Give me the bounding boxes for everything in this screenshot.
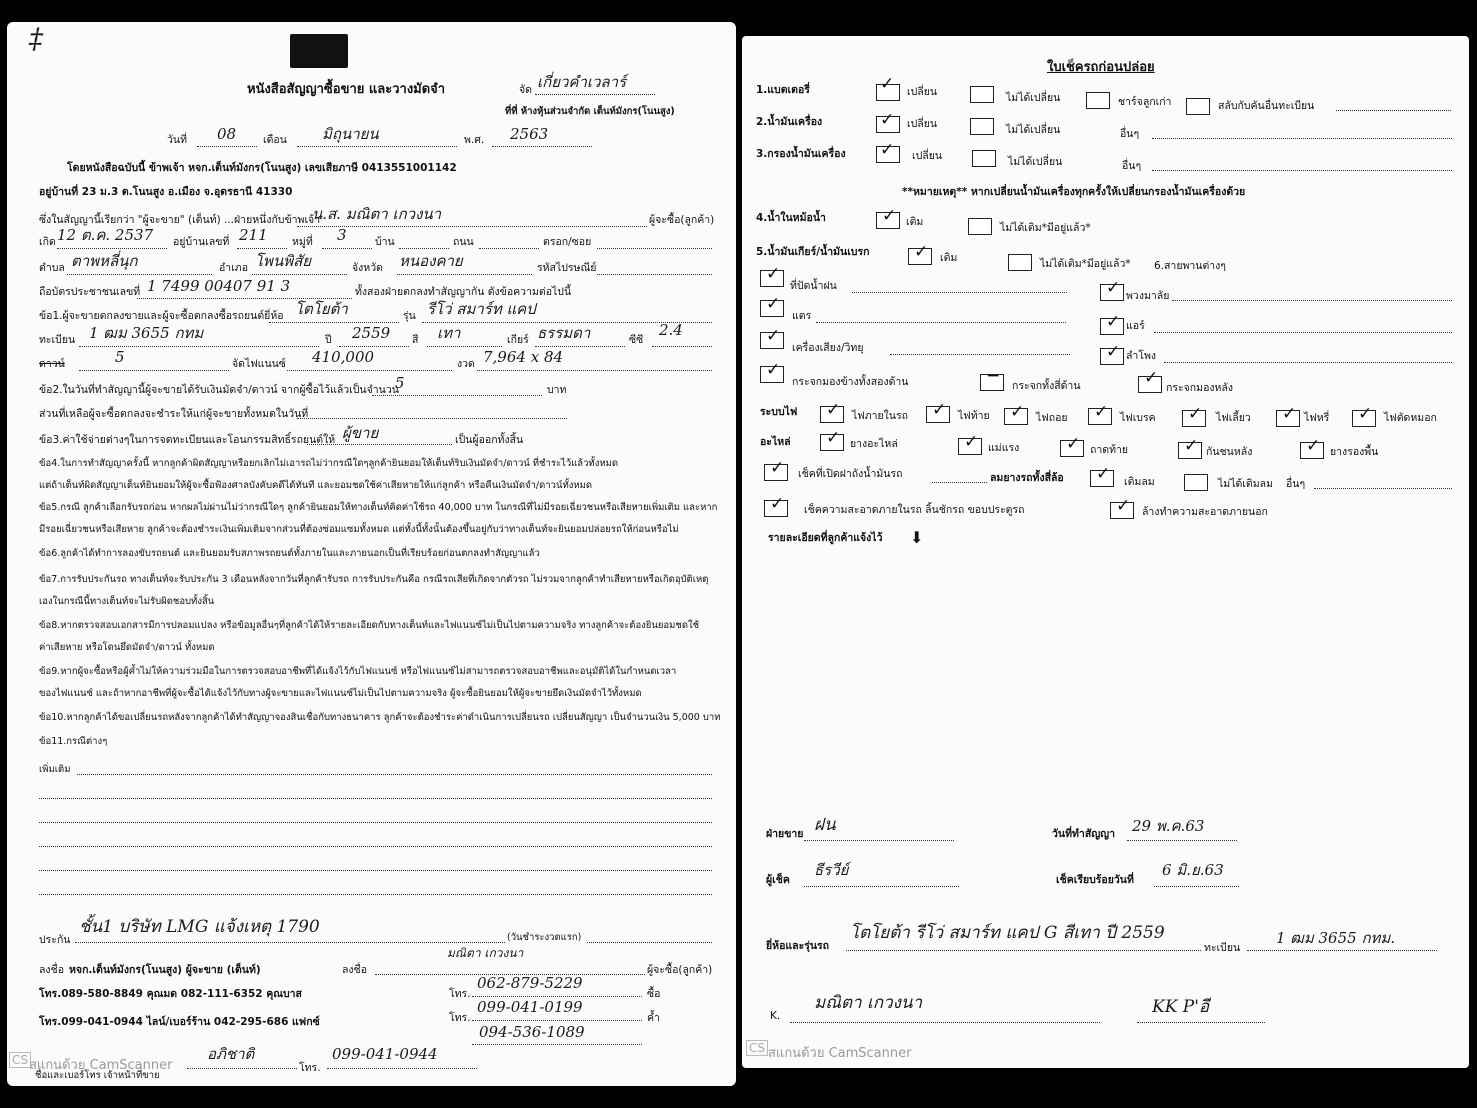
- month-label: เดือน: [263, 134, 287, 146]
- battery-change-label: เปลี่ยน: [907, 86, 938, 98]
- check-icon: ✓: [964, 432, 979, 452]
- day-value: 08: [217, 125, 237, 143]
- oil-other-label: อื่นๆ: [1120, 128, 1140, 140]
- check-icon: ✓: [1144, 368, 1159, 388]
- tire-nofill-box[interactable]: [1184, 474, 1208, 491]
- car-reg-label: ทะเบียน: [1204, 942, 1241, 954]
- year-label: พ.ศ.: [464, 134, 485, 146]
- tambon-label: ตำบล: [39, 262, 65, 274]
- camscanner-watermark: สแกนด้วย CamScanner: [768, 1046, 912, 1061]
- insurance-value: ชั้น1 บริษัท LMG แจ้งเหตุ 1790: [79, 917, 320, 937]
- check-icon: ✓: [766, 294, 781, 314]
- check-icon: ✓: [770, 458, 785, 478]
- check-icon: ✓: [1184, 436, 1199, 456]
- staff-phone: 099-041-0944: [332, 1045, 438, 1063]
- radiator-nofill-label: ไม่ได้เติม*มีอยู่แล้ว*: [1000, 222, 1091, 234]
- idcard-value: 1 7499 00407 91 3: [147, 277, 291, 295]
- year2-label: ปี: [325, 334, 332, 346]
- fuel-cap-label: เช็คที่เปิดฝาถังน้ำมันรถ: [798, 468, 903, 480]
- brake-light-label: ไฟเบรค: [1120, 412, 1156, 424]
- jack-label: แม่แรง: [988, 442, 1020, 454]
- guarantor-phone: 099-041-0199: [477, 998, 583, 1016]
- clerk-name: เกี่ยวคำเวลาร์: [537, 73, 627, 91]
- check-icon: ✓: [766, 360, 781, 380]
- filter-nochange-label: ไม่ได้เปลี่ยน: [1008, 156, 1063, 168]
- check-icon: ✓: [1116, 496, 1131, 516]
- radiator-nofill-box[interactable]: [968, 218, 992, 235]
- idcard-label: ถือบัตรประชาชนเลขที่: [39, 286, 141, 298]
- battery-swap-box[interactable]: [1186, 98, 1210, 115]
- contract-date-value: 29 พ.ค.63: [1132, 817, 1205, 835]
- buyer-phone: 062-879-5229: [477, 974, 583, 992]
- reg-label: ทะเบียน: [39, 334, 76, 346]
- engine-oil-label: 2.น้ำมันเครื่อง: [756, 116, 823, 128]
- province-value: หนองคาย: [399, 252, 463, 270]
- mudguard-label: กันชนหลัง: [1206, 446, 1253, 458]
- interior-light-label: ไฟภายในรถ: [852, 410, 908, 422]
- check-icon: ✓: [880, 110, 895, 130]
- check-icon: ✓: [1094, 402, 1109, 422]
- speaker-label: ลำโพง: [1126, 350, 1157, 362]
- tel-line-2: โทร.099-041-0944 ไลน์/เบอร์ร้าน 042-295-686 แฟกซ์: [39, 1016, 320, 1028]
- transfer-payer: ผู้ขาย: [342, 424, 379, 442]
- filter-change-label: เปลี่ยน: [912, 150, 943, 162]
- gear-value: ธรรมดา: [537, 324, 591, 342]
- oil-filter-label: 3.กรองน้ำมันเครื่อง: [756, 148, 846, 160]
- lights-label: ระบบไฟ: [760, 406, 798, 418]
- amphoe-value: โพนพิสัย: [255, 252, 312, 270]
- moo-label: หมู่ที่: [292, 236, 313, 248]
- checklist-title: ใบเช็ครถก่อนปล่อย: [1047, 60, 1155, 75]
- tire-nofill-label: ไม่ได้เติมลม: [1218, 478, 1273, 490]
- check-icon: ✓: [1066, 434, 1081, 454]
- checker-name: ธีรวีย์: [814, 861, 849, 879]
- clause-5b: มีรอยเฉี่ยวชนหรือเสียหาย ลูกค้าจะต้องชำระเงินเพิ่มเติมจากส่วนที่ต้องซ่อมแซมทั้งหมด แต่ทั้งนี้ทั้งนั้นต้องขึ้นอยู่กับว่าทางเต็นท์จะยินยอมปล่อยรถให้ก่อนหรือไม่: [39, 524, 679, 535]
- gear-oil-nofill-box[interactable]: [1008, 254, 1032, 271]
- clause-2b: ส่วนที่เหลือผู้จะซื้อตกลงจะชำระให้แก่ผู้จะขายทั้งหมดในวันที่: [39, 408, 309, 420]
- gear-brake-oil-label: 5.น้ำมันเกียร์/น้ำมันเบรก: [756, 246, 870, 258]
- tambon-value: ตาพหลี่นุก: [71, 252, 138, 270]
- corner-mark: ‡: [29, 22, 43, 55]
- check-icon: ✓: [766, 326, 781, 346]
- k-label: K.: [770, 1010, 781, 1022]
- down-value: 5: [115, 348, 125, 366]
- check-icon: ✓: [880, 140, 895, 160]
- province-label: จังหวัด: [352, 262, 383, 274]
- wiper-label: ที่ปัดน้ำฝน: [790, 280, 837, 292]
- road-label: ถนน: [453, 236, 474, 248]
- check-icon: ✓: [1106, 342, 1121, 362]
- signal-light-label: ไฟเลี้ยว: [1216, 412, 1251, 424]
- check-icon: ✓: [1096, 464, 1111, 484]
- contract-title: หนังสือสัญญาซื้อขาย และวางมัดจำ: [247, 82, 446, 97]
- camscanner-watermark: สแกนด้วย CamScanner: [29, 1058, 173, 1073]
- hazard-light-label: ไฟถอย: [1036, 412, 1068, 424]
- moo-value: 3: [337, 226, 347, 244]
- amphoe-label: อำเภอ: [219, 262, 249, 274]
- tail-light-label: ไฟท้าย: [958, 410, 990, 422]
- check-icon: ✓: [914, 242, 929, 262]
- finance-label: จัดไฟแนนซ์: [232, 358, 286, 370]
- shop-line: ที่ที่ ห้างหุ้นส่วนจำกัด เต็นท์มังกร(โนนสูง): [505, 106, 675, 117]
- installment-value: 7,964 x 84: [483, 348, 564, 366]
- trunk-tray-label: ถาดท้าย: [1090, 444, 1129, 456]
- check-icon: ✓: [1010, 402, 1025, 422]
- reg-value: 1 ฒม 3655 กทม: [89, 324, 204, 342]
- gear-oil-nofill-label: ไม่ได้เติม*มีอยู่แล้ว*: [1040, 258, 1131, 270]
- horn-label: แตร: [792, 310, 812, 322]
- clause-1: ข้อ1.ผู้จะขายตกลงขายและผู้จะซื้อตกลงซื้อรถยนต์ยี่ห้อ: [39, 310, 284, 322]
- oil-change-label: เปลี่ยน: [907, 118, 938, 130]
- k-name: มณิตา เกวงนา: [814, 993, 923, 1013]
- gear-label: เกียร์: [507, 334, 529, 346]
- check-icon: ✓: [1282, 404, 1297, 424]
- house-value: 211: [239, 226, 268, 244]
- clause-10: ข้อ10.หากลูกค้าได้ขอเปลี่ยนรถหลังจากลูกค้าได้ทำสัญญาจองสินเชื่อกับทางธนาคาร ลูกค้าจะต้องชำระค่าดำเนินการเปลี่ยนรถ เปลี่ยนสัญญา เป็นจำนวนเงิน 5,000 บาท: [39, 712, 721, 723]
- salesperson-label: ฝ่ายขาย: [766, 828, 804, 840]
- tel-label-b: โทร.: [449, 1012, 471, 1024]
- oil-nochange-box[interactable]: [970, 118, 994, 135]
- check-icon: ✓: [932, 400, 947, 420]
- brand-value: โตโยต้า: [295, 300, 348, 318]
- battery-charge-label: ชาร์จลูกเก่า: [1118, 96, 1172, 108]
- camscanner-logo: CS: [746, 1040, 768, 1056]
- guarantor-role: ค้ำ: [647, 1012, 660, 1024]
- car-reg-value: 1 ฒม 3655 กทม.: [1276, 929, 1396, 947]
- side-mirror-label: กระจกมองข้างทั้งสองด้าน: [792, 376, 909, 388]
- clause-9a: ข้อ9.หากผู้จะซื้อหรือผู้ค้ำไม่ให้ความร่วมมือในการตรวจสอบอาชีพที่ได้แจ้งไว้กับไฟแนนซ์ หรือไฟแนนซ์ไม่สามารถตรวจสอบอาชีพและอนุมัติได้ในกำหนดเวลา: [39, 666, 677, 677]
- check-icon: ✓: [770, 494, 785, 514]
- windows-label: กระจกทั้งสี่ด้าน: [1012, 380, 1081, 392]
- contract-date-label: วันที่ทำสัญญา: [1052, 828, 1116, 840]
- dash-icon: −: [986, 366, 1001, 386]
- clause-4a: ข้อ4.ในการทำสัญญาครั้งนี้ หากลูกค้าผิดสัญญาหรือยกเลิกไม่เอารถไม่ว่ากรณีใดๆลูกค้ายินยอมให้เต็นท์ริบเงินมัดจำ/ดาวน์ ที่ชำระไว้แล้วทั้งหมด: [39, 458, 619, 469]
- clause-9b: ของไฟแนนซ์ และถ้าหากอาชีพที่ผู้จะซื้อได้แจ้งไว้กับทางผู้จะขายและไฟแนนซ์ไม่เป็นไปตามความจริง ผู้จะซื้อยินยอมให้ผู้จะขายยึดเงินมัดจำไว้ทั้งหมด: [39, 688, 642, 699]
- seller-sign-label: ลงชื่อ: [39, 964, 64, 976]
- radiator-label: 4.น้ำในหม้อน้ำ: [756, 212, 826, 224]
- radiator-fill-label: เติม: [906, 216, 924, 228]
- deposit-value: 5: [395, 374, 405, 392]
- check-icon: ✓: [766, 264, 781, 284]
- tel-label-a: โทร.: [449, 988, 471, 1000]
- radio-label: เครื่องเสียง/วิทยุ: [792, 342, 864, 354]
- buyer-phone-role: ซื้อ: [647, 988, 661, 1000]
- k2-name: KK P'อี: [1152, 997, 1210, 1017]
- aircon-label: แอร์: [1126, 320, 1145, 332]
- installment-label: งวด: [457, 358, 475, 370]
- cc-value: 2.4: [659, 321, 683, 339]
- tire-fill-label: เติมลม: [1124, 476, 1155, 488]
- insurance-label: ประกัน: [39, 934, 71, 946]
- birth-label: เกิด: [39, 236, 56, 248]
- checked-date-value: 6 มิ.ย.63: [1162, 861, 1224, 879]
- belt-label: 6.สายพานต่างๆ: [1154, 260, 1226, 272]
- battery-charge-box[interactable]: [1086, 92, 1110, 109]
- extra-phone: 094-536-1089: [479, 1023, 585, 1041]
- filter-nochange-box[interactable]: [972, 150, 996, 167]
- car-model-label: ยี่ห้อและรุ่นรถ: [766, 940, 830, 952]
- buyer-sign-label: ลงชื่อ: [342, 964, 367, 976]
- clean-outside-label: ล้างทำความสะอาดภายนอก: [1142, 506, 1268, 518]
- oil-note: **หมายเหตุ** หากเปลี่ยนน้ำมันเครื่องทุกครั้งให้เปลี่ยนกรองน้ำมันเครื่องด้วย: [902, 186, 1246, 198]
- tire-other-label: อื่นๆ: [1286, 478, 1306, 490]
- check-icon: ✓: [1106, 312, 1121, 332]
- filter-other-label: อื่นๆ: [1122, 160, 1142, 172]
- tire-pressure-label: ลมยางรถทั้งสี่ล้อ: [990, 472, 1064, 484]
- clause-4b: แต่ถ้าเต็นท์ผิดสัญญาเต็นท์ยินยอมให้ผู้จะซื้อฟ้องศาลบังคับคดีได้ทันที และยอมชดใช้ค่าเสียหายให้แก่ลูกค้า หรือคืนเงินมัดจำ/ดาวน์ทั้งหมด: [39, 480, 593, 491]
- checklist-page: [742, 36, 1469, 1068]
- clause-8a: ข้อ8.หากตรวจสอบเอกสารมีการปลอมแปลง หรือข้อมูลอื่นๆที่ลูกค้าได้ให้รายละเอียดกับทางเต็นท์และไฟแนนซ์ไม่เป็นไปตามความจริง ทางลูกค้าจะต้องยินยอมชดใช้: [39, 620, 700, 631]
- clause-5a: ข้อ5.กรณี ลูกค้าเลือกรับรถก่อน หากผลไม่ผ่านไม่ว่ากรณีใดๆ ลูกค้ายินยอมให้ทางเต็นท์คิดค่าใช้รถ 40,000 บาท ในกรณีที่ไม่มีรอยเฉี่ยวชนหรือเสียหายเพิ่มเติม และหาก: [39, 502, 718, 513]
- year-value: 2563: [510, 125, 549, 143]
- buyer-label: ผู้จะซื้อ(ลูกค้า): [649, 214, 715, 226]
- model-label: รุ่น: [403, 310, 416, 322]
- check-icon: ✓: [826, 428, 841, 448]
- check-icon: ✓: [880, 74, 895, 94]
- clause-7b: เองในกรณีนี้ทางเต็นท์จะไม่รับผิดชอบทั้งสิ้น: [39, 596, 215, 607]
- seller-line: ซึ่งในสัญญานี้เรียกว่า "ผู้จะขาย" (เต็นท์) ...ฝ่ายหนึ่งกับข้าพเจ้า: [39, 214, 321, 226]
- staff-tel-label: โทร.: [299, 1062, 321, 1074]
- soi-label: ตรอก/ซอย: [543, 236, 592, 248]
- battery-label: 1.แบตเตอรี่: [756, 84, 810, 96]
- battery-swap-label: สลับกับคันอื่นทะเบียน: [1218, 100, 1315, 112]
- date-label: วันที่: [167, 134, 187, 146]
- clause-3: ข้อ3.ค่าใช้จ่ายต่างๆในการจดทะเบียนและโอนกรรมสิทธิ์รถยนต์ให้: [39, 434, 336, 446]
- battery-nochange-label: ไม่ได้เปลี่ยน: [1006, 92, 1061, 104]
- color-value: เทา: [437, 324, 461, 342]
- check-icon: ✓: [1106, 278, 1121, 298]
- clean-inside-label: เช็คความสะอาดภายในรถ ลิ้นชักรถ ขอบประตูรถ: [804, 504, 1025, 516]
- birth-value: 12 ต.ค. 2537: [57, 226, 154, 244]
- house-label: อยู่บ้านเลขที่: [173, 236, 230, 248]
- clerk-label: จัด: [519, 84, 532, 96]
- finance-value: 410,000: [312, 348, 375, 366]
- buyer-sign-role: ผู้จะซื้อ(ลูกค้า): [647, 964, 713, 976]
- down-label: ดาวน์: [39, 358, 65, 370]
- floor-mat-label: ยางรองพื้น: [1330, 446, 1379, 458]
- check-icon: ✓: [1188, 404, 1203, 424]
- spare-parts-label: อะไหล่: [760, 436, 791, 448]
- buyer-signature: มณิตา เกวงนา: [447, 946, 524, 960]
- gear-oil-fill-label: เติม: [940, 252, 958, 264]
- checker-label: ผู้เช็ค: [766, 874, 790, 886]
- extra-label: เพิ่มเติม: [39, 764, 71, 775]
- buyer-name: น.ส. มณิตา เกวงนา: [312, 205, 442, 223]
- check-icon: ✓: [1358, 404, 1373, 424]
- deposit-unit: บาท: [547, 384, 567, 396]
- check-icon: ✓: [1306, 436, 1321, 456]
- staff-name: อภิชาติ: [207, 1045, 255, 1063]
- camscanner-logo: CS: [9, 1052, 31, 1068]
- color-label: สี: [412, 334, 419, 346]
- village-label: บ้าน: [375, 236, 395, 248]
- check-icon: ✓: [882, 206, 897, 226]
- customer-notes-label: รายละเอียดที่ลูกค้าแจ้งไว้: [768, 532, 883, 544]
- binder-clip: [290, 34, 348, 68]
- intro-line: โดยหนังสือฉบับนี้ ข้าพเจ้า หจก.เต็นท์มังกร(โนนสูง) เลขเสียภาษี 0413551001142: [67, 162, 457, 174]
- idcard-tail: ทั้งสองฝ่ายตกลงทำสัญญากัน ดังข้อความต่อไปนี้: [355, 286, 572, 298]
- first-payment-label: (วันชำระงวดแรก): [507, 932, 582, 943]
- fog-light-label: ไฟตัดหมอก: [1384, 412, 1437, 424]
- staff-label: ชื่อและเบอร์โทร เจ้าหน้าที่ขาย: [35, 1070, 160, 1081]
- clause-3-tail: เป็นผู้ออกทั้งสิ้น: [455, 434, 524, 446]
- tel-line-1: โทร.089-580-8849 คุณมด 082-111-6352 คุณบาส: [39, 988, 302, 1000]
- salesperson-name: ฝน: [814, 815, 836, 835]
- rear-mirror-label: กระจกมองหลัง: [1166, 382, 1233, 394]
- clause-8b: ค่าเสียหาย หรือโดนยึดมัดจำ/ดาวน์ ทั้งหมด: [39, 642, 215, 653]
- clause-2: ข้อ2.ในวันที่ทำสัญญานี้ผู้จะขายได้รับเงินมัดจำ/ดาวน์ จากผู้ซื้อไว้แล้วเป็นจำนวน: [39, 384, 399, 396]
- month-value: มิถุนายน: [322, 125, 379, 143]
- clause-7a: ข้อ7.การรับประกันรถ ทางเต็นท์จะรับประกัน 3 เดือนหลังจากวันที่ลูกค้ารับรถ การรับประกันคือ กรณีรถเสียที่เกิดจากตัวรถ ไม่รวมจากลูกค้าทำเสียหายหรือเกิดอุบัติเหตุ: [39, 574, 709, 585]
- oil-nochange-label: ไม่ได้เปลี่ยน: [1006, 124, 1061, 136]
- clause-11: ข้อ11.กรณีต่างๆ: [39, 736, 108, 747]
- contract-page: [7, 22, 736, 1086]
- cc-label: ซีซี: [629, 334, 644, 346]
- car-model-value: โตโยต้า รีโว่ สมาร์ท แคป G สีเทา ปี 2559: [850, 923, 1165, 943]
- seller-sign-name: หจก.เต็นท์มังกร(โนนสูง) ผู้จะขาย (เต็นท์): [69, 964, 261, 976]
- clause-6: ข้อ6.ลูกค้าได้ทำการลองขับรถยนต์ และยินยอมรับสภาพรถยนต์ทั้งภายในและภายนอกเป็นที่เรียบร้อยก่อนตกลงทำสัญญาแล้ว: [39, 548, 540, 559]
- year2-value: 2559: [352, 324, 391, 342]
- battery-nochange-box[interactable]: [970, 86, 994, 103]
- check-icon: ✓: [826, 400, 841, 420]
- address-line: อยู่บ้านที่ 23 ม.3 ต.โนนสูง อ.เมือง จ.อุดรธานี 41330: [39, 186, 293, 198]
- checked-date-label: เช็คเรียบร้อยวันที่: [1056, 874, 1134, 886]
- zip-label: รหัสไปรษณีย์: [537, 262, 597, 274]
- model-value: รีโว่ สมาร์ท แคป: [427, 300, 536, 318]
- spare-tire-label: ยางอะไหล่: [850, 438, 898, 450]
- steering-label: พวงมาลัย: [1126, 290, 1170, 302]
- arrow-down-icon: ⬇: [910, 528, 924, 547]
- lowbeam-label: ไฟหรี่: [1304, 412, 1330, 424]
